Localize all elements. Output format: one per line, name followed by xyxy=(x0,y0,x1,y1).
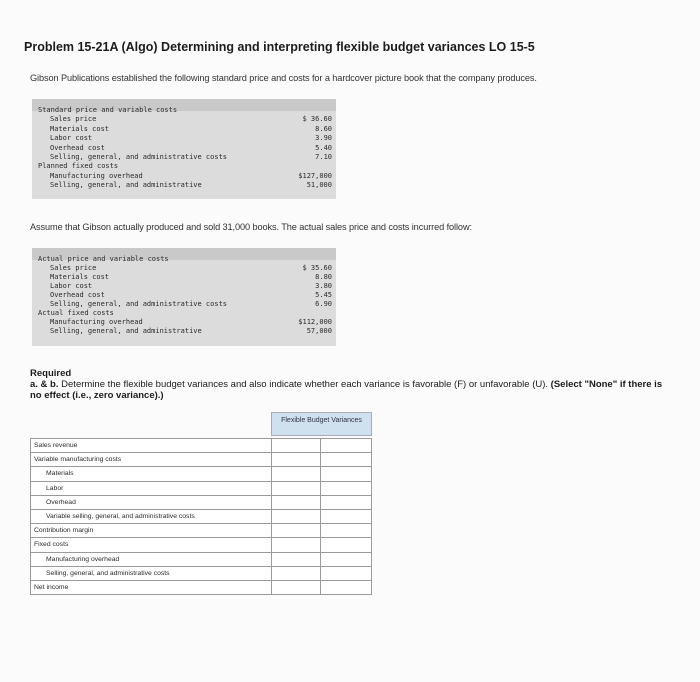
variance-amount-input[interactable] xyxy=(271,524,321,538)
row-label-fixed-costs: Fixed costs xyxy=(31,538,272,552)
table-row: Actual price and variable costs xyxy=(38,255,169,263)
row-label-materials: Materials xyxy=(31,467,272,481)
required-section xyxy=(30,368,670,401)
table-row: Selling, general, and administrative costs 6.90 xyxy=(50,300,332,308)
variance-amount-input[interactable] xyxy=(271,509,321,523)
standard-costs-table xyxy=(32,99,336,199)
variance-amount-input[interactable] xyxy=(271,566,321,580)
variance-amount-input[interactable] xyxy=(271,467,321,481)
variance-effect-select[interactable] xyxy=(321,524,372,538)
table-row: Selling, general, and administrative 51,000 xyxy=(50,181,332,189)
table-row: Sales price $ 36.60 xyxy=(50,115,332,123)
table-row xyxy=(31,509,372,523)
required-instructions xyxy=(30,379,670,401)
table-row xyxy=(31,495,372,509)
table-row xyxy=(31,580,372,594)
table-row xyxy=(31,453,372,467)
row-label-labor: Labor xyxy=(31,481,272,495)
variance-effect-select[interactable] xyxy=(321,495,372,509)
table-row: Labor cost 3.80 xyxy=(50,282,332,290)
table-row: Selling, general, and administrative 57,000 xyxy=(50,327,332,335)
row-label-variable-manufacturing-costs: Variable manufacturing costs xyxy=(31,453,272,467)
table-row xyxy=(31,467,372,481)
variance-effect-select[interactable] xyxy=(321,467,372,481)
variance-effect-select[interactable] xyxy=(321,481,372,495)
table-row xyxy=(31,538,372,552)
variance-amount-input[interactable] xyxy=(271,495,321,509)
row-label-fixed-sga: Selling, general, and administrative costs xyxy=(31,566,272,580)
row-label-variable-sga: Variable selling, general, and administrative costs xyxy=(31,509,272,523)
flexible-budget-variances-header: Flexible Budget Variances xyxy=(271,412,372,436)
problem-intro: Gibson Publications established the following standard price and costs for a hardcover picture book that the company produces. xyxy=(30,73,537,83)
table-row: Sales price $ 35.60 xyxy=(50,264,332,272)
variance-effect-select[interactable] xyxy=(321,439,372,453)
table-row: Materials cost 8.60 xyxy=(50,125,332,133)
required-text: Determine the flexible budget variances and also indicate whether each variance is favorable (F) or unfavorable (U). xyxy=(58,379,551,390)
variance-amount-input[interactable] xyxy=(271,453,321,467)
row-label-contribution-margin: Contribution margin xyxy=(31,524,272,538)
variance-amount-input[interactable] xyxy=(271,481,321,495)
assumption-text: Assume that Gibson actually produced and sold 31,000 books. The actual sales price and costs incurred follow: xyxy=(30,222,472,232)
required-heading: Required xyxy=(30,368,72,379)
table-row xyxy=(31,481,372,495)
variance-amount-input[interactable] xyxy=(271,538,321,552)
table-row xyxy=(31,524,372,538)
variance-effect-select[interactable] xyxy=(321,552,372,566)
table-row xyxy=(31,566,372,580)
table-row: Planned fixed costs xyxy=(38,162,119,170)
table-row: Overhead cost 5.45 xyxy=(50,291,332,299)
variance-effect-select[interactable] xyxy=(321,509,372,523)
table-row: Standard price and variable costs xyxy=(38,106,178,114)
table-row xyxy=(31,439,372,453)
row-label-net-income: Net income xyxy=(31,580,272,594)
variance-effect-select[interactable] xyxy=(321,580,372,594)
actual-costs-table xyxy=(32,248,336,346)
table-row: Labor cost 3.90 xyxy=(50,134,332,142)
variance-table xyxy=(30,438,372,595)
problem-title: Problem 15-21A (Algo) Determining and interpreting flexible budget variances LO 15-5 xyxy=(24,40,535,54)
table-row: Actual fixed costs xyxy=(38,309,114,317)
variance-amount-input[interactable] xyxy=(271,439,321,453)
row-label-overhead: Overhead xyxy=(31,495,272,509)
variance-effect-select[interactable] xyxy=(321,453,372,467)
required-note: (Select "None" if there is no effect (i.e., zero variance).) xyxy=(30,379,663,401)
table-row xyxy=(31,552,372,566)
variance-amount-input[interactable] xyxy=(271,580,321,594)
table-row: Materials cost 8.80 xyxy=(50,273,332,281)
table-row: Selling, general, and administrative costs 7.10 xyxy=(50,153,332,161)
required-part-label: a. & b. xyxy=(30,379,59,390)
table-row: Manufacturing overhead $112,000 xyxy=(50,318,332,326)
table-row: Manufacturing overhead $127,000 xyxy=(50,172,332,180)
variance-effect-select[interactable] xyxy=(321,566,372,580)
variance-amount-input[interactable] xyxy=(271,552,321,566)
table-row: Overhead cost 5.40 xyxy=(50,144,332,152)
row-label-manufacturing-overhead: Manufacturing overhead xyxy=(31,552,272,566)
row-label-sales-revenue: Sales revenue xyxy=(31,439,272,453)
variance-effect-select[interactable] xyxy=(321,538,372,552)
